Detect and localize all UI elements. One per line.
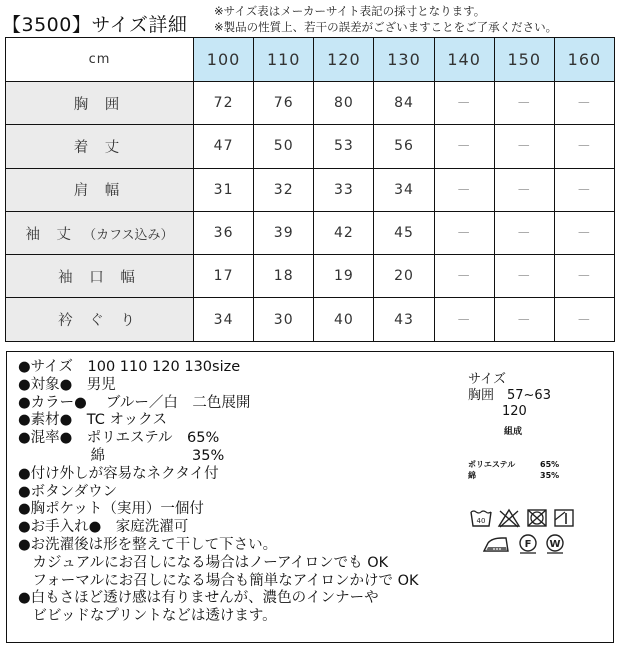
table-cell: 42 xyxy=(314,211,374,254)
product-notes-list xyxy=(18,359,419,626)
table-cell: － xyxy=(494,125,554,168)
note-item: ●混率● ポリエステル 65% xyxy=(18,430,220,447)
table-cell: － xyxy=(434,211,494,254)
table-cell: 45 xyxy=(374,211,434,254)
table-cell: 43 xyxy=(374,298,434,341)
svg-text:F: F xyxy=(524,539,532,550)
size-header: 110 xyxy=(254,38,314,82)
size-header: 100 xyxy=(194,38,254,82)
measurement-label xyxy=(6,211,194,254)
table-cell: 80 xyxy=(314,82,374,125)
table-row xyxy=(6,255,615,298)
page-title: 【3500】サイズ詳細 xyxy=(2,14,188,36)
measurement-name: 袖 口 幅 xyxy=(58,269,141,286)
notice-line-2: ※製品の性質上、若干の誤差がございますことをご了承ください。 xyxy=(214,20,558,34)
table-cell: 20 xyxy=(374,255,434,298)
table-row xyxy=(6,211,615,254)
table-cell: 34 xyxy=(374,168,434,211)
dry-clean-f-icon xyxy=(517,533,539,555)
measurement-label xyxy=(6,298,194,341)
note-item: ●お手入れ● 家庭洗濯可 xyxy=(18,519,189,536)
measurement-label xyxy=(6,168,194,211)
size-header: 120 xyxy=(314,38,374,82)
measurement-name: 衿 ぐ り xyxy=(58,313,141,330)
notice-block xyxy=(214,3,557,35)
table-cell: － xyxy=(554,125,614,168)
care-icons-row-2 xyxy=(482,533,566,555)
note-item: ●胸ポケット（実用）一個付 xyxy=(18,501,204,518)
wet-clean-w-icon xyxy=(544,533,566,555)
table-cell: 39 xyxy=(254,211,314,254)
table-cell: 53 xyxy=(314,125,374,168)
table-cell: － xyxy=(554,255,614,298)
table-cell: － xyxy=(434,255,494,298)
table-cell: 18 xyxy=(254,255,314,298)
note-item: ●素材● TC オックス xyxy=(18,412,167,429)
svg-text:W: W xyxy=(549,539,561,550)
note-item: フォーマルにお召しになる場合も簡単なアイロンかけで OK xyxy=(18,572,419,589)
measurement-name: 肩 幅 xyxy=(73,183,126,200)
table-cell: 72 xyxy=(194,82,254,125)
table-cell: － xyxy=(494,211,554,254)
svg-text:40: 40 xyxy=(476,517,486,525)
table-cell: 34 xyxy=(194,298,254,341)
size-header: 150 xyxy=(494,38,554,82)
table-cell: － xyxy=(494,168,554,211)
table-cell: 36 xyxy=(194,211,254,254)
table-cell: 47 xyxy=(194,125,254,168)
size-table xyxy=(5,37,615,342)
table-cell: 76 xyxy=(254,82,314,125)
table-row xyxy=(6,298,615,341)
table-cell: － xyxy=(494,82,554,125)
tag-size-label: サイズ xyxy=(468,372,506,387)
table-cell: － xyxy=(434,82,494,125)
table-cell: － xyxy=(434,125,494,168)
table-row xyxy=(6,168,615,211)
table-cell: － xyxy=(554,168,614,211)
measurement-name: 袖 丈 xyxy=(25,226,78,243)
measurement-label xyxy=(6,125,194,168)
table-row xyxy=(6,125,615,168)
table-row xyxy=(6,82,615,125)
line-dry-icon xyxy=(553,508,575,528)
note-item: カジュアルにお召しになる場合はノーアイロンでも OK xyxy=(18,554,389,571)
table-cell: － xyxy=(554,211,614,254)
note-item: ●カラー● ブルー／白 二色展開 xyxy=(18,394,251,411)
care-icons-row-1 xyxy=(470,508,575,528)
table-cell: 33 xyxy=(314,168,374,211)
note-item: ●対象● 男児 xyxy=(18,376,116,393)
fiber-name: ポリエステル xyxy=(468,460,516,469)
fiber-pct: 35% xyxy=(540,471,560,480)
tag-composition-title: 組成 xyxy=(504,427,523,437)
note-item: ●白もさほど透け感は有りませんが、濃色のインナーや xyxy=(18,590,379,607)
table-cell: 30 xyxy=(254,298,314,341)
note-item: ●ボタンダウン xyxy=(18,483,118,500)
table-cell: 19 xyxy=(314,255,374,298)
notice-line-1: ※サイズ表はメーカーサイト表記の採寸となります。 xyxy=(214,4,486,18)
table-cell: － xyxy=(554,298,614,341)
size-header: 140 xyxy=(434,38,494,82)
size-header: 130 xyxy=(374,38,434,82)
table-cell: 50 xyxy=(254,125,314,168)
measurement-note: （カフス込み） xyxy=(83,227,174,243)
note-item: 綿 35% xyxy=(18,447,225,464)
table-cell: － xyxy=(554,82,614,125)
tag-chest: 胸囲 57~63 xyxy=(468,388,551,403)
measurement-label xyxy=(6,82,194,125)
measurement-label xyxy=(6,255,194,298)
table-cell: － xyxy=(434,168,494,211)
table-cell: 40 xyxy=(314,298,374,341)
tag-size: 120 xyxy=(502,404,527,419)
table-cell: 32 xyxy=(254,168,314,211)
wash-40-icon xyxy=(470,508,492,528)
table-cell: 84 xyxy=(374,82,434,125)
note-item: ●付け外しが容易なネクタイ付 xyxy=(18,465,219,482)
fiber-name: 綿 xyxy=(468,471,476,480)
measurement-name: 胸 囲 xyxy=(73,96,126,113)
size-header-row xyxy=(6,38,615,82)
iron-medium-icon xyxy=(482,535,512,555)
table-cell: － xyxy=(494,255,554,298)
note-item: ●サイズ 100 110 120 130size xyxy=(18,359,241,375)
measurement-name: 着 丈 xyxy=(73,139,126,156)
table-cell: 17 xyxy=(194,255,254,298)
tag-composition xyxy=(468,459,598,481)
size-header: 160 xyxy=(554,38,614,82)
table-cell: － xyxy=(434,298,494,341)
note-item: ビビッドなプリントなどは透けます。 xyxy=(18,608,277,625)
table-cell: － xyxy=(494,298,554,341)
no-bleach-icon xyxy=(497,508,521,528)
table-cell: 31 xyxy=(194,168,254,211)
table-cell: 56 xyxy=(374,125,434,168)
fiber-pct: 65% xyxy=(540,460,560,469)
note-item: ●お洗濯後は形を整えて干して下さい。 xyxy=(18,536,278,553)
unit-header: cm xyxy=(6,38,194,82)
no-tumble-dry-icon xyxy=(526,508,548,528)
